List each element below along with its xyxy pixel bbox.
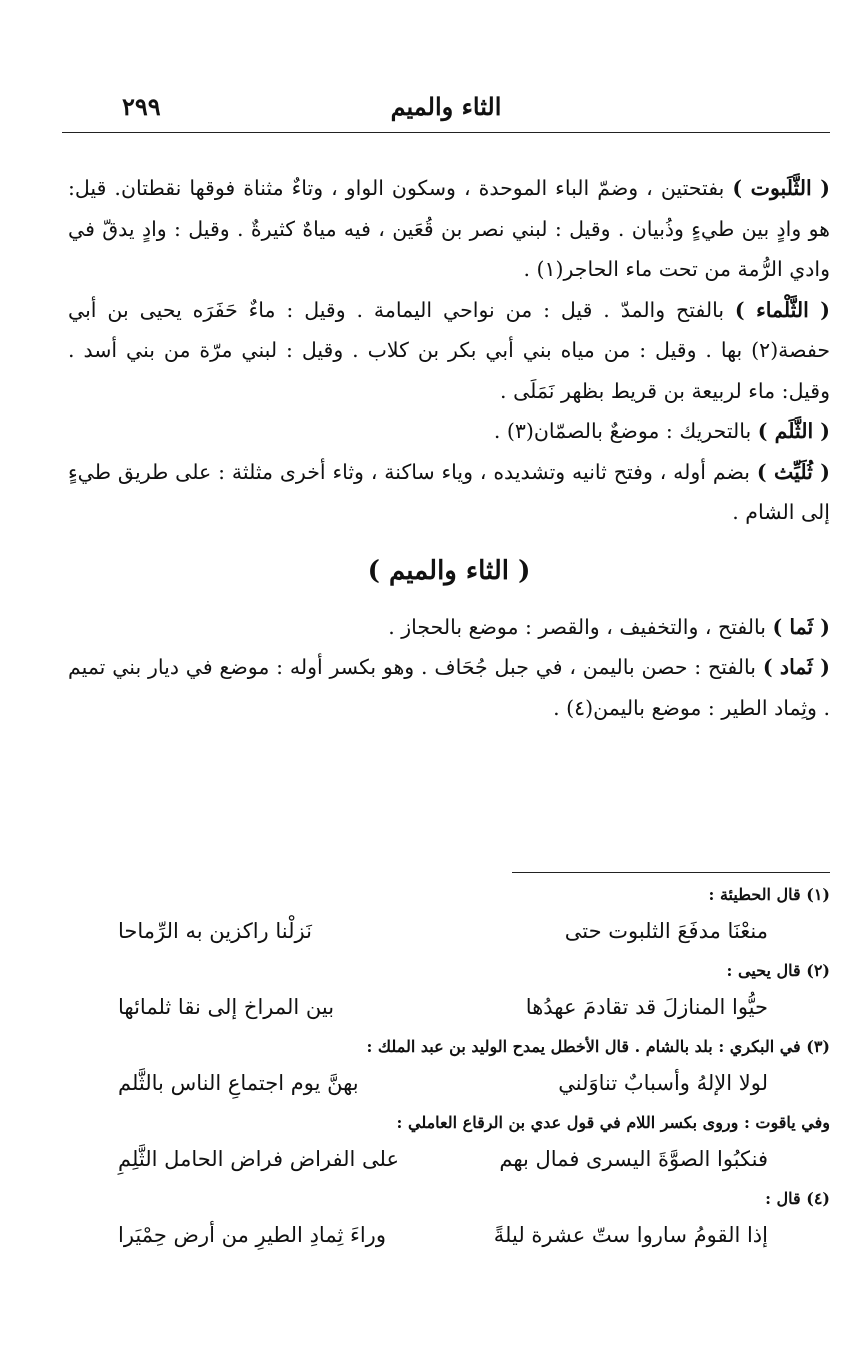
- header-divider: [62, 132, 830, 133]
- entry-term: ( ثُلَيِّث ): [756, 459, 831, 484]
- page-header: [62, 92, 830, 132]
- entry-text: بفتحتين ، وضمّ الباء الموحدة ، وسكون الواو ، وتاءٌ مثناة فوقها نقطتان. قيل: هو وادٍ بين طيءٍ وذُبيان . وقيل : لبني نصر بن قُعَين ، فيه مياهٌ كثيرةٌ . وقيل : وادٍ يدقّ في وادي الرُّمة من تحت ماء الحاجر(١) .: [68, 176, 830, 281]
- entry-term: ( ثَماد ): [762, 655, 830, 679]
- footnote-label: (١) قال الحطيئة :: [708, 885, 830, 904]
- entry-term: ( الثَّلْماء ): [734, 297, 830, 322]
- verse-second-hemistich: نَزلْنا راكزين به الرِّماحا: [118, 919, 312, 943]
- page-number: ٢٩٩: [122, 92, 161, 121]
- verse-first-hemistich: حيُّوا المنازلَ قد تقادمَ عهدُها: [525, 995, 768, 1019]
- verse-line: [68, 1136, 830, 1186]
- entry-thalabut: [68, 168, 830, 290]
- verse-line: [68, 984, 830, 1034]
- verse-second-hemistich: على الفراض فراض الحامل الثَّلِمِ: [118, 1147, 400, 1171]
- entry-term: ( الثَّلَم ): [757, 419, 830, 443]
- main-text: [68, 168, 830, 728]
- entry-term: ( الثَّلَبوت ): [732, 176, 830, 200]
- footnote-label: (٣) في البكري : بلد بالشام . قال الأخطل يمدح الوليد بن عبد الملك :: [366, 1037, 830, 1056]
- footnote-divider: [512, 872, 830, 873]
- entry-text: بالفتح : حصن باليمن ، في جبل جُحَاف . وهو بكسر أوله : موضع في ديار بني تميم . وثِماد الطير : موضع باليمن(٤) .: [68, 655, 830, 720]
- entry-thama: [68, 607, 830, 648]
- entry-text: بالفتح ، والتخفيف ، والقصر : موضع بالحجاز .: [388, 614, 773, 639]
- section-heading: ( الثاء والميم ): [367, 555, 531, 586]
- verse-second-hemistich: بهنَّ يوم اجتماعِ الناس بالثَّلم: [118, 1071, 359, 1095]
- entry-thalma: [68, 290, 830, 412]
- footnote-label: وفي ياقوت : وروى بكسر اللام في قول عدي بن الرقاع العاملي :: [396, 1113, 830, 1132]
- entry-thalam: [68, 411, 830, 452]
- verse-line: [68, 1060, 830, 1110]
- verse-second-hemistich: وراءَ ثِمادِ الطيرِ من أرض حِمْيَرا: [118, 1223, 386, 1247]
- footnotes: [68, 882, 830, 1262]
- verse-first-hemistich: منعْنَا مدفَعَ الثلبوت حتى: [564, 919, 768, 943]
- verse-first-hemistich: فنكبُوا الصوَّةَ اليسرى فمال بهم: [499, 1147, 768, 1171]
- verse-first-hemistich: لولا الإلهُ وأسبابٌ تناوَلني: [558, 1071, 768, 1095]
- verse-second-hemistich: بين المراخ إلى نقا ثلمائها: [118, 995, 335, 1019]
- footnote-label: (٢) قال يحيى :: [726, 961, 830, 980]
- verse-line: [68, 908, 830, 958]
- verse-line: [68, 1212, 830, 1262]
- entry-text: بضم أوله ، وفتح ثانيه وتشديده ، وياء ساكنة ، وثاء أخرى مثلثة : على طريق طيءٍ إلى الشام .: [68, 459, 830, 524]
- entry-term: ( ثَما ): [772, 614, 830, 639]
- entry-text: بالتحريك : موضعٌ بالصمّان(٣) .: [493, 419, 758, 443]
- verse-first-hemistich: إذا القومُ ساروا ستّ عشرة ليلةً: [493, 1223, 768, 1247]
- running-title: الثاء والميم: [390, 92, 502, 121]
- entry-thulayyith: [68, 452, 830, 533]
- entry-thamad: [68, 647, 830, 728]
- entry-text: بالفتح والمدّ . قيل : من نواحي اليمامة . وقيل : ماءٌ حَفَرَه يحيى بن أبي حفصة(٢) بها . وقيل : من مياه بني أبي بكر بن كلاب . وقيل : لبني مرّة من بني أسد . وقيل: ماء لربيعة بن قريط بظهر نَمَلَى .: [68, 297, 830, 403]
- footnote-label: (٤) قال :: [765, 1189, 830, 1208]
